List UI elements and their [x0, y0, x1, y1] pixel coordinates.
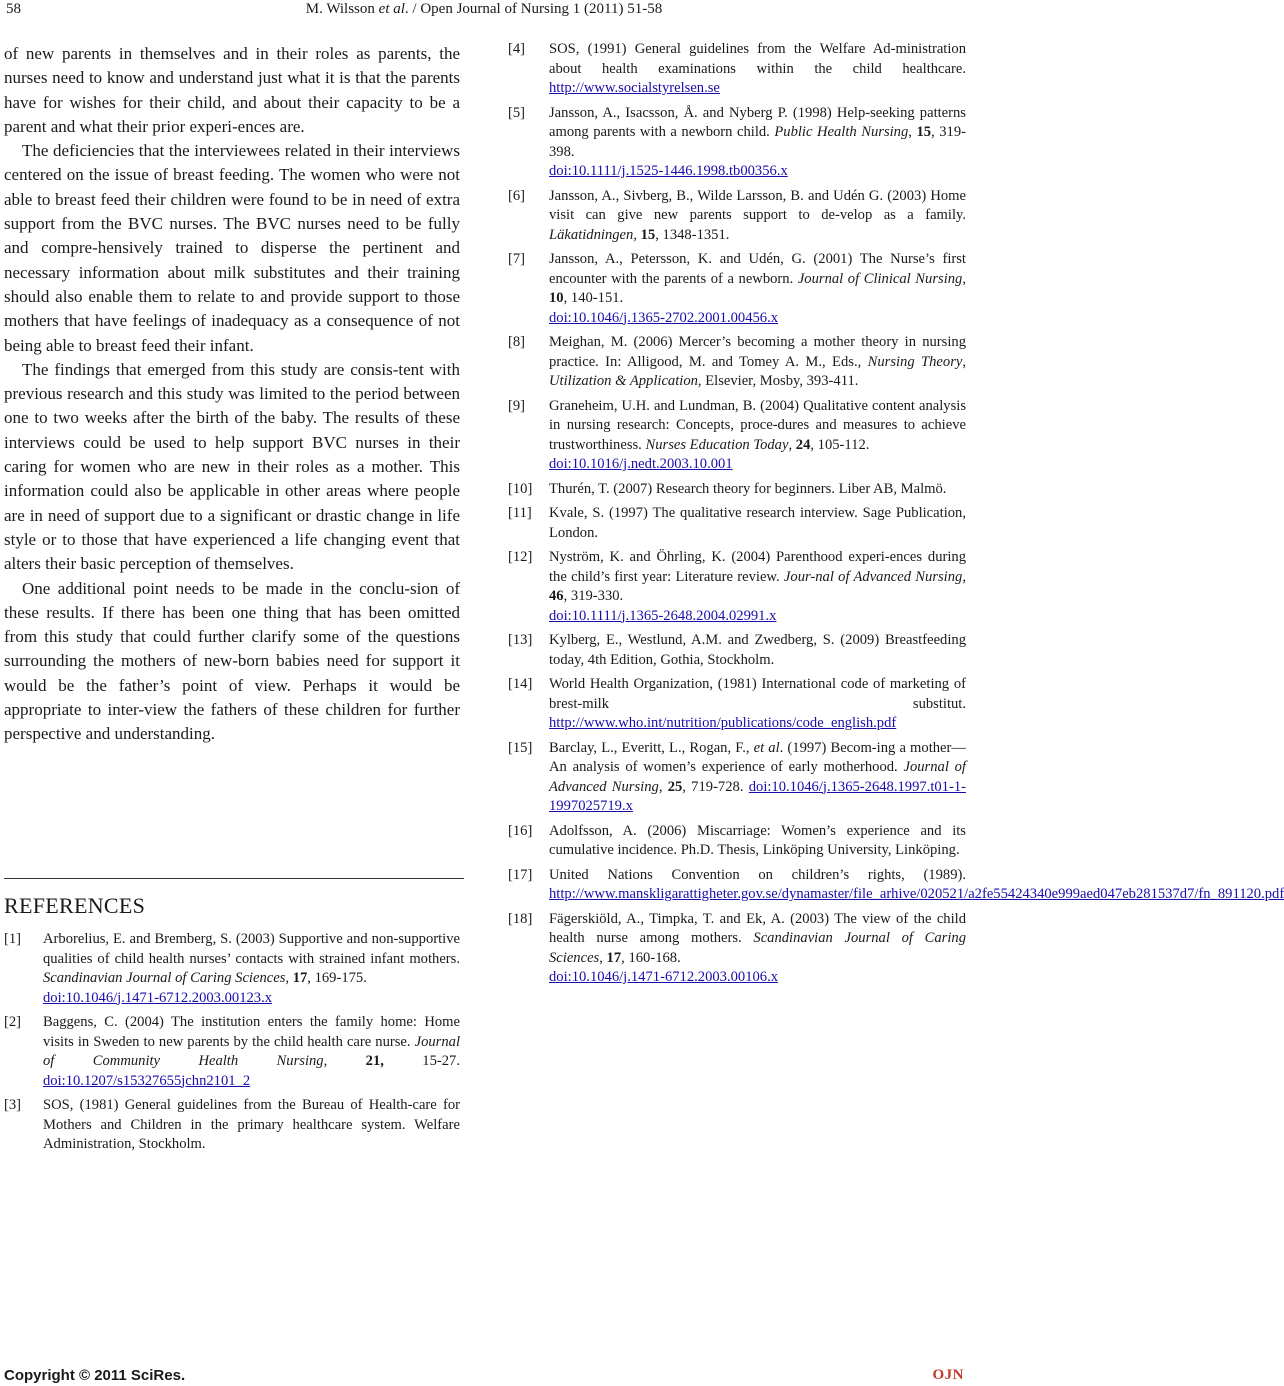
- reference-item: [508, 40, 966, 99]
- reference-text: Baggens, C. (2004) The institution enters the family home: Home visits in Sweden to new parents by the child health care nurse.: [43, 1014, 460, 1050]
- reference-volume-sep: ,: [658, 778, 668, 795]
- reference-number: [1]: [4, 931, 22, 947]
- reference-volume: 10: [549, 290, 564, 306]
- reference-item: [508, 739, 966, 817]
- reference-number: [12]: [508, 549, 533, 565]
- reference-text: Thurén, T. (2007) Research theory for beginners. Liber AB, Malmö.: [549, 480, 947, 497]
- reference-link[interactable]: doi:10.1207/s15327655jchn2101_2: [43, 1072, 251, 1089]
- reference-item: [4, 1096, 460, 1155]
- body-paragraph: One additional point needs to be made in the conclu-sion of these results. If there has been one thing that has been omitted from this study that could further clarify some of the questions surrounding the mothers of new-born babies need for support it would be the father’s point of view. Perhaps it would be appropriate to inter-view the fathers of these children for further perspective and understanding.: [4, 578, 460, 744]
- reference-volume: 17: [606, 949, 622, 966]
- reference-text: Kvale, S. (1997) The qualitative research interview. Sage Publication, London.: [549, 505, 966, 541]
- reference-text: Jansson, A., Petersson, K. and Udén, G. (2001) The Nurse’s first encounter with the parents of a newborn.: [549, 251, 966, 287]
- reference-link[interactable]: doi:10.1046/j.1365-2702.2001.00456.x: [549, 309, 779, 326]
- running-head-etal: et al: [378, 1, 405, 17]
- reference-text: SOS, (1981) General guidelines from the Bureau of Health-care for Mothers and Children in the primary healthcare system. Welfare Administration, Stockholm.: [43, 1097, 460, 1152]
- body-paragraph: The deficiencies that the interviewees related in their interviews centered on the issue of breast feeding. The women who were not able to breast feed their children were found to be in need of extra support from the BVC nurses. The BVC nurses need to be fully and compre-hensively trained to disperse the pertinent and necessary information about milk substitutes and their training should also enable them to relate to and provide support to those mothers that have feelings of inadequacy as a consequence of not being able to breast feed their infant.: [4, 141, 460, 355]
- section-divider: [4, 878, 464, 879]
- copyright-notice: Copyright © 2011 SciRes.: [4, 1367, 186, 1384]
- reference-link[interactable]: doi:10.1046/j.1471-6712.2003.00106.x: [549, 969, 779, 985]
- reference-item: [508, 333, 966, 392]
- reference-link[interactable]: http://www.who.int/nutrition/publications/code_english.pdf: [549, 715, 897, 731]
- reference-number: [7]: [508, 251, 526, 267]
- reference-journal: Nurses Education Today: [645, 436, 789, 453]
- reference-journal: Jour-nal of Advanced Nursing: [783, 568, 963, 585]
- reference-number: [3]: [4, 1097, 22, 1113]
- reference-item: [508, 822, 966, 861]
- reference-pages: , 1348-1351.: [655, 226, 730, 243]
- reference-journal: Scandinavian Journal of Caring Sciences: [549, 930, 966, 966]
- reference-link[interactable]: doi:10.1016/j.nedt.2003.10.001: [549, 456, 733, 472]
- reference-item: [508, 397, 966, 475]
- reference-journal: Utilization & Application: [549, 373, 698, 389]
- reference-volume: 17: [292, 970, 308, 986]
- reference-journal: Nursing Theory: [867, 353, 963, 370]
- reference-text: United Nations Convention on children’s rights, (1989).: [549, 866, 966, 883]
- reference-item: [508, 548, 966, 626]
- reference-journal: Public Health Nursing: [774, 124, 909, 140]
- reference-item: [508, 504, 966, 543]
- left-column: [4, 42, 460, 747]
- reference-text: Fägerskiöld, A., Timpka, T. and Ek, A. (2003) The view of the child health nurse among mothers.: [549, 910, 966, 946]
- journal-abbreviation: OJN: [932, 1367, 964, 1383]
- reference-pages: , 105-112.: [810, 436, 870, 453]
- reference-journal: Läkatidningen: [549, 226, 634, 243]
- reference-pages: , 169-175.: [307, 970, 367, 986]
- reference-text: World Health Organization, (1981) International code of marketing of brest-milk substitut.: [549, 676, 966, 712]
- reference-number: [15]: [508, 739, 533, 756]
- reference-volume-sep: ,: [599, 949, 607, 966]
- reference-text: Arborelius, E. and Bremberg, S. (2003) Supportive and non-supportive qualities of child health nurses’ contacts with strained infant mothers.: [43, 931, 460, 967]
- page-number: 58: [6, 1, 21, 17]
- running-head-authors: M. Wilsson: [305, 1, 379, 17]
- reference-text: Nyström, K. and Öhrling, K. (2004) Parenthood experi-ences during the child’s first year: Literature review.: [549, 549, 966, 585]
- reference-item: [508, 910, 966, 988]
- running-head-journal: . / Open Journal of Nursing 1 (2011) 51-58: [404, 1, 663, 17]
- reference-number: [8]: [508, 334, 526, 350]
- reference-item: [508, 866, 1284, 905]
- reference-number: [13]: [508, 632, 533, 648]
- reference-link[interactable]: doi:10.1046/j.1365-2648.1997.t01-1-1997025719.x: [549, 778, 966, 814]
- reference-pages: , 319-398.: [549, 124, 966, 160]
- reference-item: [4, 1013, 460, 1091]
- reference-link[interactable]: doi:10.1046/j.1471-6712.2003.00123.x: [43, 989, 273, 1006]
- reference-pages: , 719-728.: [682, 778, 749, 795]
- reference-item: [508, 631, 966, 670]
- reference-pages: , Elsevier, Mosby, 393-411.: [697, 373, 859, 389]
- reference-link[interactable]: http://www.socialstyrelsen.se: [549, 80, 720, 96]
- reference-number: [10]: [508, 480, 533, 497]
- reference-item: [508, 675, 966, 734]
- body-paragraph: The findings that emerged from this study are consis-tent with previous research and this study was limited to the period between one to two weeks after the birth of the baby. The results of these interviews could be used to help support BVC nurses in their caring for women who are new in their roles as a mother. This information could also be applicable in other areas where people are in need of support due to a significant or drastic change in life style or to those that have experienced a life changing event that alters their basic perception of themselves.: [4, 359, 460, 574]
- reference-number: [4]: [508, 41, 526, 57]
- body-paragraph: of new parents in themselves and in their roles as parents, the nurses need to know and understand just what it is that the parents have for wishes for their child, and about their capacity to be a parent and what their prior experi-ences are.: [4, 44, 460, 136]
- reference-text: Jansson, A., Isacsson, Å. and Nyberg P. (1998) Help-seeking patterns among parents with a newborn child.: [549, 104, 966, 140]
- reference-number: [11]: [508, 505, 532, 521]
- reference-volume-sep: ,: [962, 270, 966, 287]
- reference-pages: , 140-151.: [563, 290, 624, 306]
- reference-volume-sep: ,: [633, 226, 641, 243]
- reference-volume-sep: ,: [323, 1053, 366, 1069]
- reference-volume-sep: ,: [962, 568, 966, 585]
- reference-text: SOS, (1991) General guidelines from the Welfare Ad-ministration about health examinations within the child healthcare.: [549, 41, 966, 77]
- reference-number: [17]: [508, 866, 533, 883]
- reference-text: Barclay, L., Everitt, L., Rogan, F.,: [549, 739, 754, 756]
- reference-pages: 15-27.: [383, 1053, 460, 1069]
- reference-link[interactable]: http://www.manskligarattigheter.gov.se/dynamaster/file_arhive/020521/a2fe55424340e999aed047eb281537d7/fn_891120.pdf: [549, 886, 1284, 902]
- reference-journal: Journal of Community Health Nursing: [43, 1033, 460, 1069]
- reference-volume: 24: [795, 436, 811, 453]
- reference-etal: et al: [753, 739, 780, 756]
- reference-volume: 46: [549, 588, 564, 604]
- reference-item: [508, 104, 966, 182]
- reference-pages: , 160-168.: [621, 949, 681, 966]
- reference-link[interactable]: doi:10.1111/j.1365-2648.2004.02991.x: [549, 607, 777, 624]
- reference-volume: 25: [667, 778, 683, 795]
- reference-list-right: [508, 40, 1284, 993]
- reference-text: Jansson, A., Sivberg, B., Wilde Larsson, B. and Udén G. (2003) Home visit can give new parents support to de-velop as a family.: [549, 187, 966, 223]
- reference-number: [14]: [508, 676, 533, 692]
- reference-journal: Scandinavian Journal of Caring Sciences: [43, 970, 286, 986]
- reference-number: [2]: [4, 1014, 22, 1030]
- reference-journal: Journal of Advanced Nursing: [549, 759, 966, 795]
- references-heading: REFERENCES: [4, 893, 146, 918]
- reference-text: Meighan, M. (2006) Mercer’s becoming a mother theory in nursing practice. In: Alligood, M. and Tomey A. M., Eds.,: [549, 334, 966, 370]
- reference-number: [18]: [508, 910, 533, 927]
- reference-volume: 21,: [365, 1053, 384, 1069]
- reference-volume: 15: [640, 226, 656, 243]
- reference-item: [508, 250, 966, 328]
- reference-text: Kylberg, E., Westlund, A.M. and Zwedberg, S. (2009) Breastfeeding today, 4th Edition, Gothia, Stockholm.: [549, 632, 966, 668]
- reference-volume: 15: [916, 124, 932, 140]
- reference-volume-sep: ,: [908, 124, 917, 140]
- reference-volume-sep: ,: [788, 436, 796, 453]
- reference-journal: Journal of Clinical Nursing: [797, 270, 963, 287]
- reference-text: Adolfsson, A. (2006) Miscarriage: Women’s experience and its cumulative incidence. Ph.D. Thesis, Linköping University, Linköping.: [549, 822, 966, 858]
- reference-text: Graneheim, U.H. and Lundman, B. (2004) Qualitative content analysis in nursing research: Concepts, proce-dures and measures to achieve trustworthiness.: [549, 397, 966, 453]
- reference-number: [9]: [508, 397, 526, 414]
- reference-volume-sep: ,: [285, 970, 293, 986]
- reference-pages: , 319-330.: [563, 588, 624, 604]
- reference-list-left: [4, 930, 460, 1160]
- reference-number: [5]: [508, 104, 526, 121]
- reference-link[interactable]: doi:10.1111/j.1525-1446.1998.tb00356.x: [549, 163, 788, 179]
- running-head: [0, 1, 968, 18]
- reference-number: [16]: [508, 822, 533, 839]
- reference-separator: ,: [962, 353, 967, 370]
- reference-item: [508, 480, 966, 500]
- reference-number: [6]: [508, 187, 526, 204]
- reference-item: [4, 930, 460, 1008]
- reference-text: . (1997) Becom-ing a mother—An analysis of women’s experience of early motherhood.: [549, 739, 966, 775]
- reference-item: [508, 187, 966, 246]
